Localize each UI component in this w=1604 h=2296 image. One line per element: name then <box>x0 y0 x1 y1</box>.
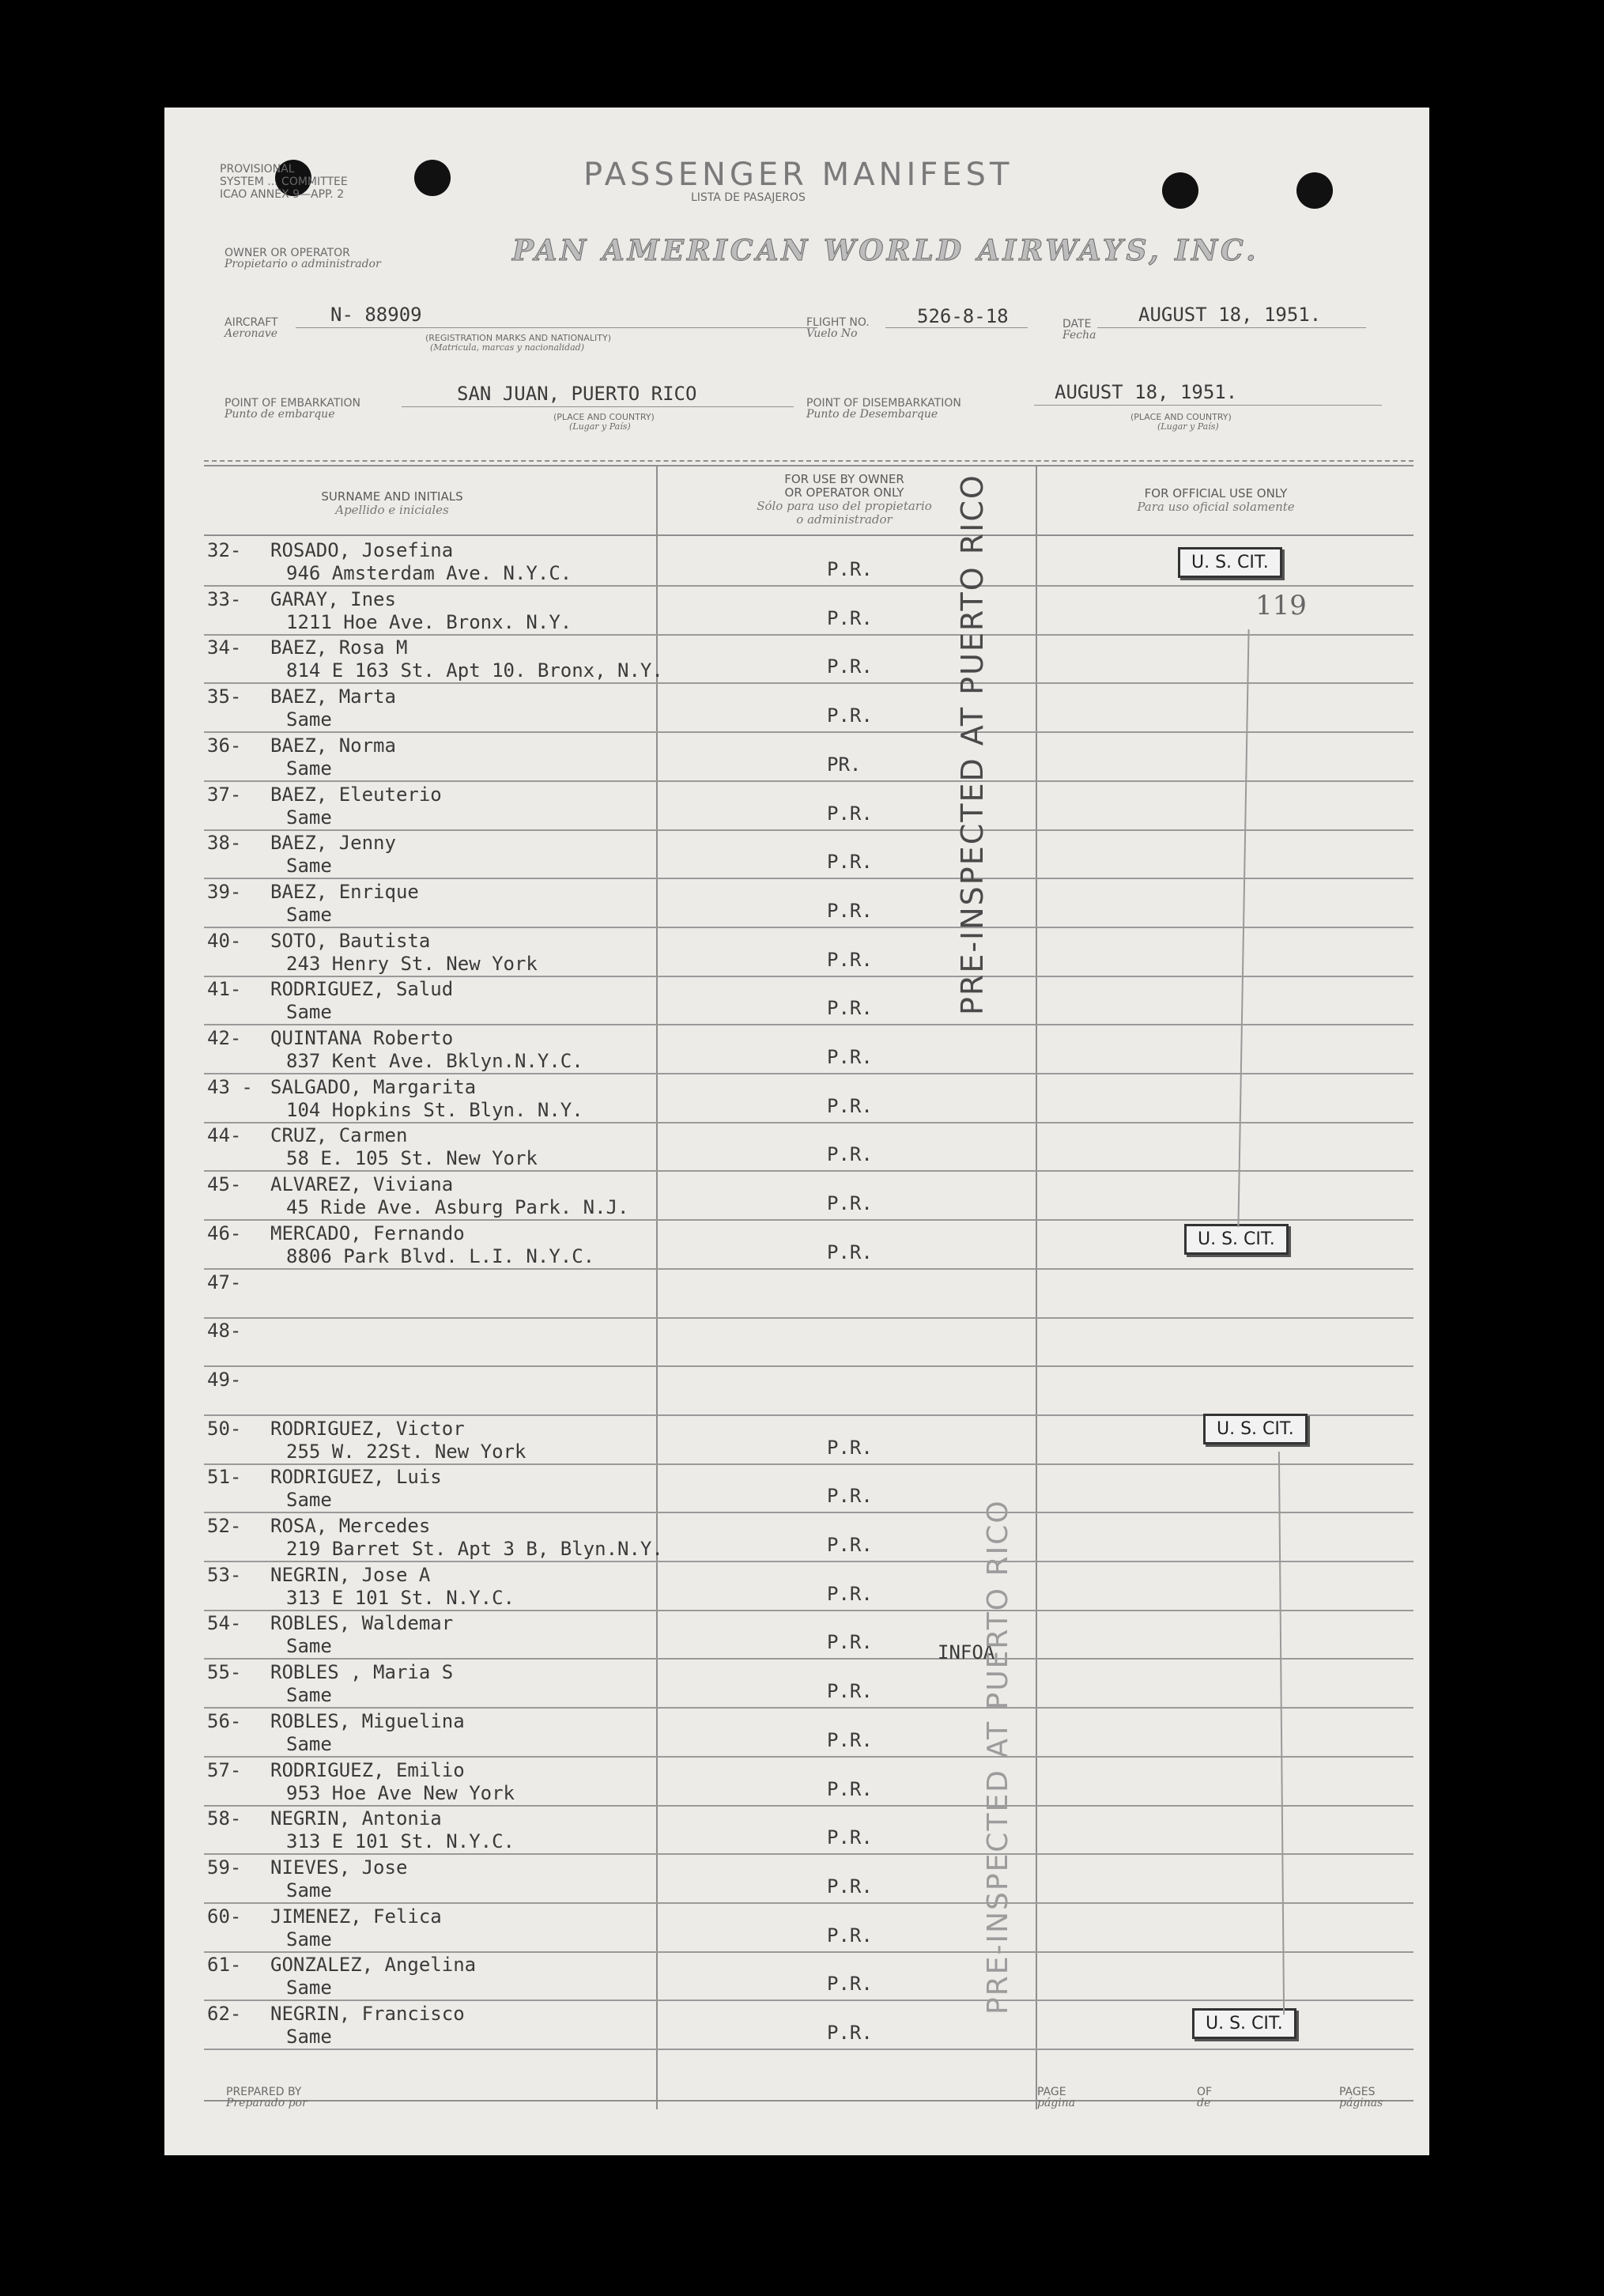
embark-label: POINT OF EMBARKATION <box>225 397 361 410</box>
passenger-name: GARAY, Ines <box>270 587 396 610</box>
flight-label-es: Vuelo No <box>806 327 858 340</box>
passenger-number: 37- <box>207 783 242 806</box>
approval-line-2: SYSTEM ... COMMITTEE <box>220 176 348 188</box>
passenger-row <box>164 879 1429 928</box>
operator-code: P.R. <box>827 1192 873 1215</box>
flight-label: FLIGHT NO. <box>806 316 870 329</box>
us-cit-stamp: U. S. CIT. <box>1184 1224 1289 1255</box>
approval-line-1: PROVISIONAL <box>220 163 295 176</box>
passenger-number: 40- <box>207 929 242 952</box>
operator-code: P.R. <box>827 1924 873 1947</box>
passenger-number: 58- <box>207 1807 242 1830</box>
passenger-name: MERCADO, Fernando <box>270 1222 465 1244</box>
passenger-number: 60- <box>207 1905 242 1928</box>
passenger-address: 219 Barret St. Apt 3 B, Blyn.N.Y. <box>286 1538 663 1560</box>
operator-code: P.R. <box>827 1875 873 1898</box>
aircraft-note: (REGISTRATION MARKS AND NATIONALITY) <box>425 333 612 343</box>
passenger-row <box>164 1513 1429 1562</box>
passenger-name: SOTO, Bautista <box>270 929 431 952</box>
passenger-row <box>164 1806 1429 1855</box>
passenger-name: NEGRIN, Jose A <box>270 1563 431 1586</box>
passenger-address: 313 E 101 St. N.Y.C. <box>286 1830 515 1853</box>
passenger-row <box>164 1952 1429 2001</box>
passenger-row <box>164 782 1429 831</box>
passenger-number: 55- <box>207 1661 242 1684</box>
col-surname-head: SURNAME AND INITIALS Apellido e iniciales <box>321 489 463 517</box>
passenger-row <box>164 1318 1429 1367</box>
passenger-number: 59- <box>207 1856 242 1879</box>
passenger-address: Same <box>286 1732 332 1755</box>
passenger-number: 50- <box>207 1417 242 1440</box>
of-label-es: de <box>1197 2097 1211 2109</box>
operator-code: P.R. <box>827 1973 873 1996</box>
punch-hole <box>1296 172 1333 209</box>
passenger-name: SALGADO, Margarita <box>270 1075 477 1098</box>
form-subtitle: LISTA DE PASAJEROS <box>691 191 806 204</box>
operator-code: P.R. <box>827 1631 873 1654</box>
passenger-address: Same <box>286 855 332 878</box>
operator-code: P.R. <box>827 2022 873 2044</box>
passenger-number: 38- <box>207 832 242 855</box>
passenger-name: RODRIGUEZ, Victor <box>270 1417 465 1440</box>
embark-label-es: Punto de embarque <box>225 408 335 421</box>
passenger-number: 33- <box>207 587 242 610</box>
operator-code: P.R. <box>827 1534 873 1556</box>
passenger-address: 313 E 101 St. N.Y.C. <box>286 1586 515 1609</box>
owner-value: PAN AMERICAN WORLD AIRWAYS, INC. <box>512 234 1259 267</box>
approval-line-3: ICAO ANNEX 9—APP. 2 <box>220 188 345 201</box>
operator-code: P.R. <box>827 1436 873 1459</box>
passenger-number: 42- <box>207 1027 242 1049</box>
embark-place-note-es: (Lugar y País) <box>569 421 631 432</box>
passenger-address: 1211 Hoe Ave. Bronx. N.Y. <box>286 610 572 633</box>
page-label-es: página <box>1037 2097 1076 2109</box>
operator-code: P.R. <box>827 1143 873 1166</box>
operator-code: P.R. <box>827 655 873 678</box>
operator-code: P.R. <box>827 1046 873 1068</box>
passenger-address: 45 Ride Ave. Asburg Park. N.J. <box>286 1196 629 1219</box>
passenger-address: 837 Kent Ave. Bklyn.N.Y.C. <box>286 1050 583 1072</box>
passenger-row <box>164 1904 1429 1953</box>
passenger-row <box>164 587 1429 636</box>
of-label: OF <box>1197 2086 1213 2098</box>
passenger-address: Same <box>286 1684 332 1707</box>
passenger-name: ROSA, Mercedes <box>270 1515 431 1537</box>
passenger-name: BAEZ, Marta <box>270 685 396 708</box>
us-cit-stamp: U. S. CIT. <box>1178 547 1282 578</box>
operator-code: P.R. <box>827 1826 873 1849</box>
prepared-label: PREPARED BY <box>226 2086 302 2098</box>
passenger-address: Same <box>286 1977 332 2000</box>
disembark-label: POINT OF DISEMBARKATION <box>806 397 961 410</box>
passenger-name: ALVAREZ, Viviana <box>270 1173 454 1196</box>
passenger-number: 41- <box>207 978 242 1001</box>
passenger-number: 39- <box>207 880 242 903</box>
passenger-row <box>164 1855 1429 1904</box>
passenger-name: QUINTANA Roberto <box>270 1027 454 1049</box>
passenger-name: BAEZ, Rosa M <box>270 636 408 659</box>
embark-value: SAN JUAN, PUERTO RICO <box>457 383 697 405</box>
passenger-number: 56- <box>207 1709 242 1732</box>
passenger-row <box>164 1464 1429 1513</box>
embark-place-note: (PLACE AND COUNTRY) <box>553 412 655 422</box>
passenger-address: 255 W. 22St. New York <box>286 1440 526 1463</box>
passenger-name: NEGRIN, Antonia <box>270 1807 442 1830</box>
passenger-name: ROBLES, Miguelina <box>270 1709 465 1732</box>
passenger-number: 51- <box>207 1466 242 1489</box>
operator-code: P.R. <box>827 948 873 971</box>
passenger-number: 36- <box>207 734 242 757</box>
passenger-row <box>164 928 1429 977</box>
operator-code: P.R. <box>827 1094 873 1117</box>
operator-code: P.R. <box>827 1680 873 1703</box>
aircraft-label-es: Aeronave <box>225 327 278 340</box>
passenger-number: 43 - <box>207 1075 253 1098</box>
passenger-address: Same <box>286 1001 332 1024</box>
disembark-place-note: (PLACE AND COUNTRY) <box>1130 412 1232 422</box>
passenger-row <box>164 1709 1429 1758</box>
passenger-row <box>164 1660 1429 1709</box>
disembark-value: AUGUST 18, 1951. <box>1055 381 1238 403</box>
passenger-number: 53- <box>207 1563 242 1586</box>
pages-label-es: páginas <box>1339 2097 1383 2109</box>
page-label: PAGE <box>1037 2086 1066 2098</box>
passenger-name: JIMENEZ, Felica <box>270 1905 442 1928</box>
preinspected-stamp: PRE-INSPECTED AT PUERTO RICO <box>982 1499 1014 2015</box>
passenger-row <box>164 976 1429 1025</box>
operator-code: P.R. <box>827 1728 873 1751</box>
passenger-row <box>164 1611 1429 1660</box>
count-stamp: 119 <box>1255 590 1307 621</box>
passenger-name: BAEZ, Eleuterio <box>270 783 442 806</box>
passenger-name: ROBLES, Waldemar <box>270 1612 454 1635</box>
passenger-number: 34- <box>207 636 242 659</box>
operator-code: PR. <box>827 753 862 776</box>
passenger-number: 54- <box>207 1612 242 1635</box>
passenger-address: Same <box>286 2026 332 2048</box>
operator-code: P.R. <box>827 802 873 825</box>
passenger-name: RODRIGUEZ, Salud <box>270 978 454 1001</box>
passenger-row <box>164 1562 1429 1611</box>
owner-label-es: Propietario o administrador <box>225 258 381 270</box>
prepared-label-es: Preparado por <box>226 2097 308 2109</box>
passenger-name: NEGRIN, Francisco <box>270 2003 465 2025</box>
pages-label: PAGES <box>1339 2086 1376 2098</box>
disembark-label-es: Punto de Desembarque <box>806 408 938 421</box>
punch-hole <box>1162 172 1198 209</box>
operator-code: P.R. <box>827 851 873 874</box>
passenger-address: 104 Hopkins St. Blyn. N.Y. <box>286 1098 583 1121</box>
passenger-number: 44- <box>207 1124 242 1147</box>
passenger-name: CRUZ, Carmen <box>270 1124 408 1147</box>
passenger-row <box>164 1758 1429 1807</box>
operator-code: P.R. <box>827 1485 873 1508</box>
operator-code: P.R. <box>827 558 873 580</box>
passenger-number: 62- <box>207 2003 242 2025</box>
passenger-name: BAEZ, Jenny <box>270 832 396 855</box>
form-title: PASSENGER MANIFEST <box>583 157 1013 193</box>
passenger-number: 47- <box>207 1271 242 1293</box>
passenger-number: 48- <box>207 1320 242 1342</box>
passenger-number: 61- <box>207 1954 242 1977</box>
passenger-address: Same <box>286 757 332 780</box>
owner-label: OWNER OR OPERATOR <box>225 247 350 259</box>
passenger-number: 32- <box>207 539 242 561</box>
infoa-note: INFOA <box>938 1641 995 1663</box>
passenger-address: 953 Hoe Ave New York <box>286 1781 515 1804</box>
passenger-address: Same <box>286 1928 332 1950</box>
passenger-number: 46- <box>207 1222 242 1244</box>
passenger-row <box>164 1270 1429 1319</box>
us-cit-stamp: U. S. CIT. <box>1192 2008 1296 2039</box>
col-official-head: FOR OFFICIAL USE ONLY Para uso oficial solamente <box>1137 486 1295 514</box>
col-operator-head: FOR USE BY OWNER OR OPERATOR ONLY Sólo para uso del propietario o administrador <box>757 472 932 527</box>
passenger-name: NIEVES, Jose <box>270 1856 408 1879</box>
passenger-row <box>164 684 1429 733</box>
passenger-address: 8806 Park Blvd. L.I. N.Y.C. <box>286 1244 595 1267</box>
flight-value: 526-8-18 <box>917 305 1009 327</box>
aircraft-label: AIRCRAFT <box>225 316 278 329</box>
disembark-place-note-es: (Lugar y País) <box>1157 421 1219 432</box>
passenger-number: 35- <box>207 685 242 708</box>
passenger-name: ROSADO, Josefina <box>270 539 454 561</box>
operator-code: P.R. <box>827 997 873 1020</box>
passenger-address: Same <box>286 1489 332 1512</box>
passenger-number: 57- <box>207 1758 242 1781</box>
passenger-address: Same <box>286 708 332 731</box>
passenger-number: 52- <box>207 1515 242 1537</box>
aircraft-value: N- 88909 <box>330 304 422 326</box>
passenger-address: 58 E. 105 St. New York <box>286 1147 538 1170</box>
us-cit-stamp: U. S. CIT. <box>1203 1414 1308 1444</box>
passenger-row <box>164 635 1429 684</box>
passenger-name: BAEZ, Enrique <box>270 880 419 903</box>
aircraft-note-es: (Matricula, marcas y nacionalidad) <box>430 342 584 353</box>
passenger-row <box>164 830 1429 879</box>
preinspected-stamp: PRE-INSPECTED AT PUERTO RICO <box>955 474 990 1015</box>
passenger-row <box>164 1367 1429 1416</box>
operator-code: P.R. <box>827 1241 873 1263</box>
operator-code: P.R. <box>827 1582 873 1605</box>
passenger-number: 49- <box>207 1368 242 1391</box>
punch-hole <box>414 160 451 196</box>
passenger-name: BAEZ, Norma <box>270 734 396 757</box>
passenger-address: 946 Amsterdam Ave. N.Y.C. <box>286 562 572 584</box>
operator-code: P.R. <box>827 899 873 922</box>
operator-code: P.R. <box>827 1777 873 1800</box>
manifest-sheet <box>164 108 1429 2155</box>
date-label-es: Fecha <box>1062 329 1096 342</box>
passenger-row <box>164 733 1429 782</box>
passenger-number: 45- <box>207 1173 242 1196</box>
passenger-name: ROBLES , Maria S <box>270 1661 454 1684</box>
passenger-address: Same <box>286 1635 332 1658</box>
passenger-name: GONZALEZ, Angelina <box>270 1954 477 1977</box>
passenger-address: Same <box>286 1879 332 1901</box>
passenger-address: 243 Henry St. New York <box>286 952 538 975</box>
passenger-name: RODRIGUEZ, Emilio <box>270 1758 465 1781</box>
passenger-address: Same <box>286 903 332 926</box>
passenger-name: RODRIGUEZ, Luis <box>270 1466 442 1489</box>
date-label: DATE <box>1062 318 1092 330</box>
date-value: AUGUST 18, 1951. <box>1138 304 1322 326</box>
operator-code: P.R. <box>827 606 873 629</box>
passenger-address: Same <box>286 806 332 829</box>
operator-code: P.R. <box>827 704 873 727</box>
passenger-address: 814 E 163 St. Apt 10. Bronx, N.Y. <box>286 659 663 682</box>
